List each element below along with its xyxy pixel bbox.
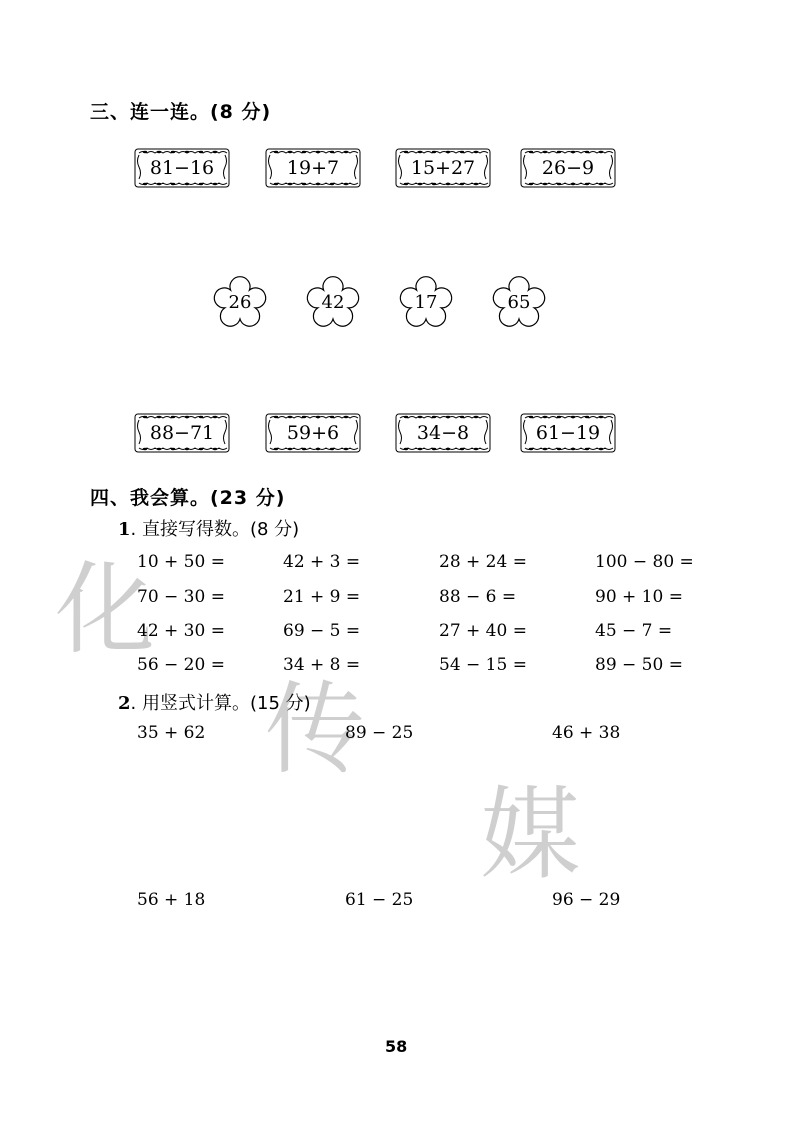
calc-item: 28 + 24 = (439, 552, 527, 572)
part1-title (118, 515, 299, 541)
part1-number: 1 (118, 519, 131, 540)
watermark-char-2: 传 (265, 671, 365, 788)
top-expression-box-1 (131, 146, 233, 190)
watermark-char-3: 媒 (480, 776, 580, 893)
section3-title: 三、连一连。(8 分) (90, 101, 272, 123)
flower-number: 26 (228, 291, 252, 313)
top-expression-box-text: 19+7 (286, 157, 340, 179)
flower-number: 65 (507, 291, 531, 313)
vertical-calc-4: 56 + 18 (137, 890, 206, 910)
part2-number: 2 (118, 693, 131, 714)
calc-item: 100 − 80 = (595, 552, 694, 572)
watermark-char-1: 化 (55, 551, 155, 668)
flower-number: 17 (414, 291, 438, 313)
vertical-calc-2: 89 − 25 (345, 723, 414, 743)
calc-item: 45 − 7 = (595, 621, 673, 641)
flower-4 (490, 276, 548, 328)
calc-item: 54 − 15 = (439, 655, 527, 675)
bottom-expression-box-2 (262, 411, 364, 455)
calc-item: 34 + 8 = (283, 655, 361, 675)
calc-item: 27 + 40 = (439, 621, 527, 641)
calc-item: 70 − 30 = (137, 587, 225, 607)
flower-3 (397, 276, 455, 328)
vertical-calc-3: 46 + 38 (552, 723, 621, 743)
calc-item: 88 − 6 = (439, 587, 517, 607)
top-expression-box-4 (517, 146, 619, 190)
top-expression-box-text: 81−16 (149, 157, 215, 179)
bottom-expression-box-4 (517, 411, 619, 455)
calc-item: 69 − 5 = (283, 621, 361, 641)
part1-title-text: . 直接写得数。(8 分) (130, 519, 300, 540)
bottom-expression-box-text: 88−71 (149, 422, 215, 444)
vertical-calc-1: 35 + 62 (137, 723, 206, 743)
top-expression-box-text: 26−9 (541, 157, 595, 179)
calc-item: 42 + 3 = (283, 552, 361, 572)
vertical-calc-6: 96 − 29 (552, 890, 621, 910)
top-expression-box-3 (392, 146, 494, 190)
flower-1 (211, 276, 269, 328)
section4-title: 四、我会算。(23 分) (90, 487, 286, 509)
calc-item: 56 − 20 = (137, 655, 225, 675)
part2-title-text: . 用竖式计算。(15 分) (130, 693, 311, 714)
calc-item: 90 + 10 = (595, 587, 683, 607)
bottom-expression-box-text: 59+6 (286, 422, 340, 444)
part2-title (118, 689, 311, 715)
calc-item: 42 + 30 = (137, 621, 225, 641)
vertical-calc-5: 61 − 25 (345, 890, 414, 910)
calc-item: 21 + 9 = (283, 587, 361, 607)
calc-item: 89 − 50 = (595, 655, 683, 675)
flower-number: 42 (321, 291, 345, 313)
page-number: 58 (385, 1037, 408, 1056)
bottom-expression-box-3 (392, 411, 494, 455)
bottom-expression-box-1 (131, 411, 233, 455)
bottom-expression-box-text: 34−8 (416, 422, 470, 444)
calc-item: 10 + 50 = (137, 552, 225, 572)
top-expression-box-text: 15+27 (410, 157, 476, 179)
top-expression-box-2 (262, 146, 364, 190)
bottom-expression-box-text: 61−19 (535, 422, 601, 444)
flower-2 (304, 276, 362, 328)
